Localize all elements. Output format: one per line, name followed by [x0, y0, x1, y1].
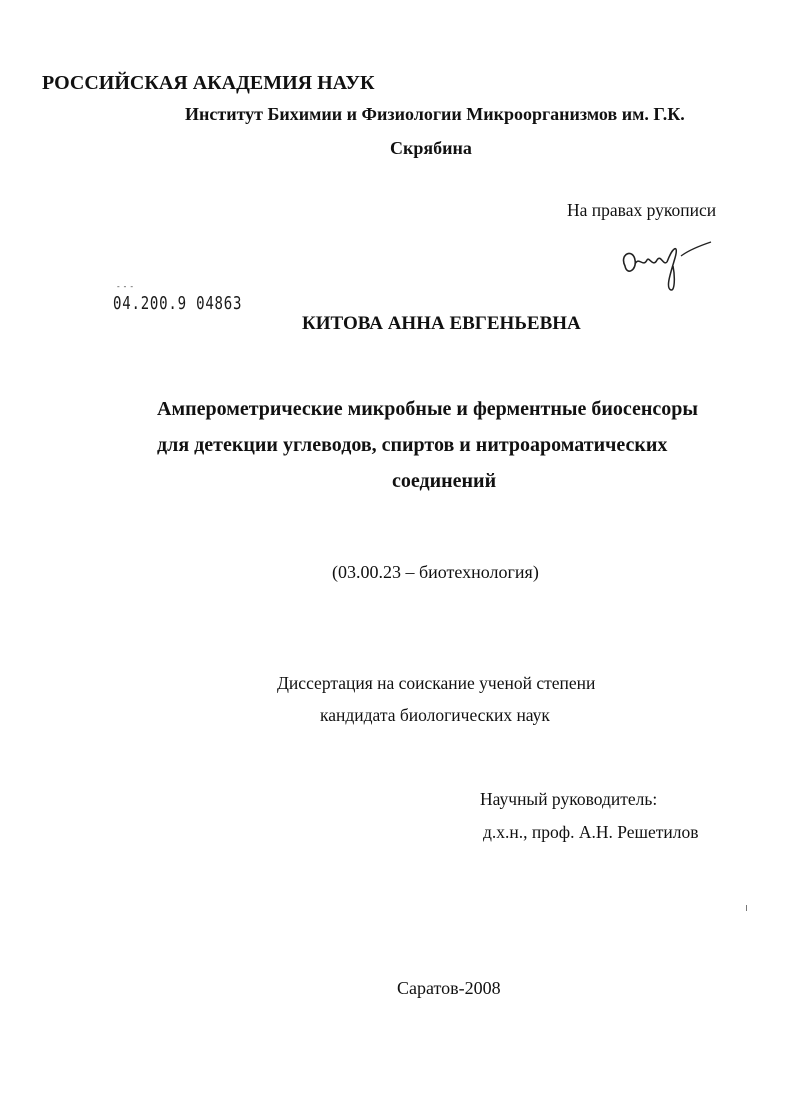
specialty-code: (03.00.23 – биотехнология) [332, 562, 539, 582]
dissertation-line-1: Диссертация на соискание ученой степени [277, 673, 596, 693]
institute-line-1: Институт Бихимии и Физиологии Микроорганизмов им. Г.К. [185, 104, 685, 124]
thesis-title-line-1: Амперометрические микробные и ферментные биосенсоры [157, 398, 699, 420]
rights-note: На правах рукописи [567, 200, 717, 220]
signature-image [615, 236, 715, 296]
institute-line-2: Скрябина [390, 138, 472, 158]
thesis-title-line-3: соединений [392, 470, 497, 492]
academy-heading: РОССИЙСКАЯ АКАДЕМИЯ НАУК [42, 72, 375, 94]
thesis-title-line-2: для детекции углеводов, спиртов и нитроароматических [157, 434, 668, 456]
author-name: КИТОВА АННА ЕВГЕНЬЕВНА [302, 313, 581, 334]
scan-speck [746, 905, 747, 911]
dissertation-line-2: кандидата биологических наук [320, 705, 550, 725]
supervisor-label: Научный руководитель: [480, 789, 658, 809]
city-year: Саратов-2008 [397, 978, 501, 998]
stamp-mark: - - - [117, 282, 134, 291]
archive-stamp-number: 04.200.9 04863 [113, 293, 243, 314]
supervisor-name: д.х.н., проф. А.Н. Решетилов [483, 822, 699, 842]
